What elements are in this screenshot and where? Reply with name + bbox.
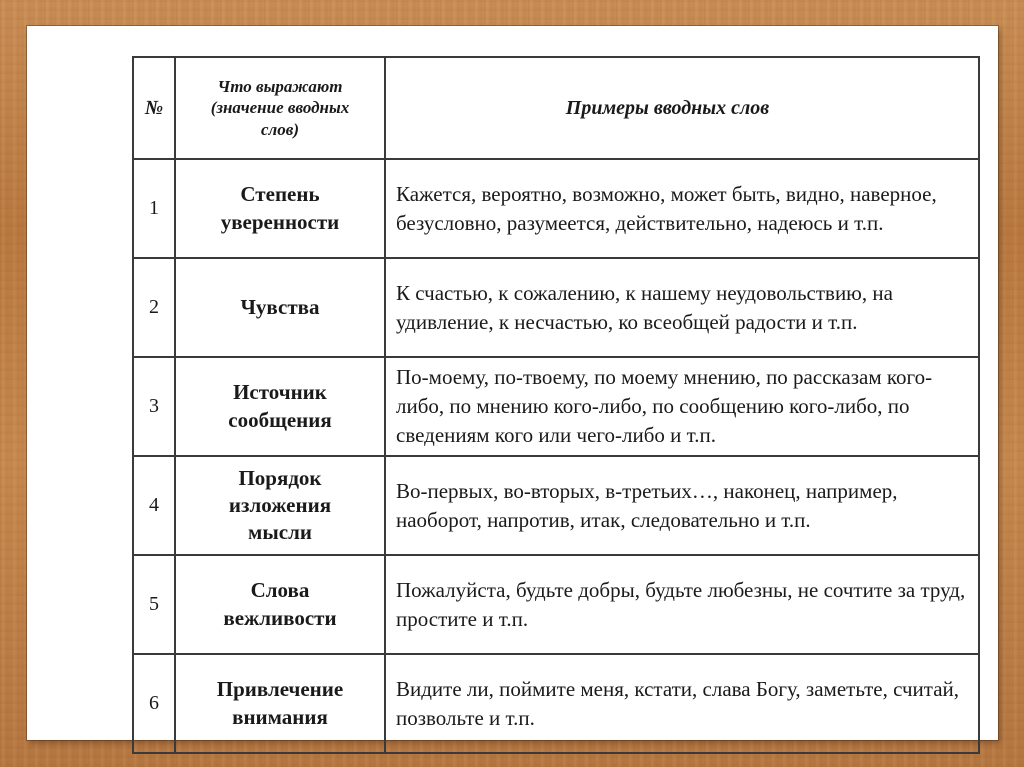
row-meaning: Слова вежливости — [175, 555, 385, 654]
header-number: № — [133, 57, 175, 159]
table-row — [133, 654, 979, 753]
row-meaning: Привлечение внимания — [175, 654, 385, 753]
row-examples: Видите ли, поймите меня, кстати, слава Богу, заметьте, считай, позвольте и т.п. — [385, 654, 979, 753]
row-number: 6 — [133, 654, 175, 753]
table-row — [133, 555, 979, 654]
table-header-row — [133, 57, 979, 159]
row-number: 1 — [133, 159, 175, 258]
row-meaning: Степень уверенности — [175, 159, 385, 258]
row-examples: К счастью, к сожалению, к нашему неудовольствию, на удивление, к несчастью, ко всеобщей радости и т.п. — [385, 258, 979, 357]
table-row — [133, 357, 979, 456]
row-number: 4 — [133, 456, 175, 555]
table-row — [133, 456, 979, 555]
row-number: 3 — [133, 357, 175, 456]
row-meaning: Порядок изложения мысли — [175, 456, 385, 555]
header-meaning: Что выражают (значение вводных слов) — [175, 57, 385, 159]
row-examples: Кажется, вероятно, возможно, может быть, видно, наверное, безусловно, разумеется, действительно, надеюсь и т.п. — [385, 159, 979, 258]
table-row — [133, 258, 979, 357]
header-examples: Примеры вводных слов — [385, 57, 979, 159]
row-examples: По-моему, по-твоему, по моему мнению, по рассказам кого- либо, по мнению кого-либо, по сообщению кого-либо, по сведениям кого или чего-либо и т.п. — [385, 357, 979, 456]
row-examples: Во-первых, во-вторых, в-третьих…, наконец, например, наоборот, напротив, итак, следовательно и т.п. — [385, 456, 979, 555]
row-examples: Пожалуйста, будьте добры, будьте любезны, не сочтите за труд, простите и т.п. — [385, 555, 979, 654]
row-number: 2 — [133, 258, 175, 357]
table-row — [133, 159, 979, 258]
introductory-words-table — [132, 56, 980, 754]
slide-sheet — [27, 26, 998, 740]
row-meaning: Чувства — [175, 258, 385, 357]
row-number: 5 — [133, 555, 175, 654]
row-meaning: Источник сообщения — [175, 357, 385, 456]
